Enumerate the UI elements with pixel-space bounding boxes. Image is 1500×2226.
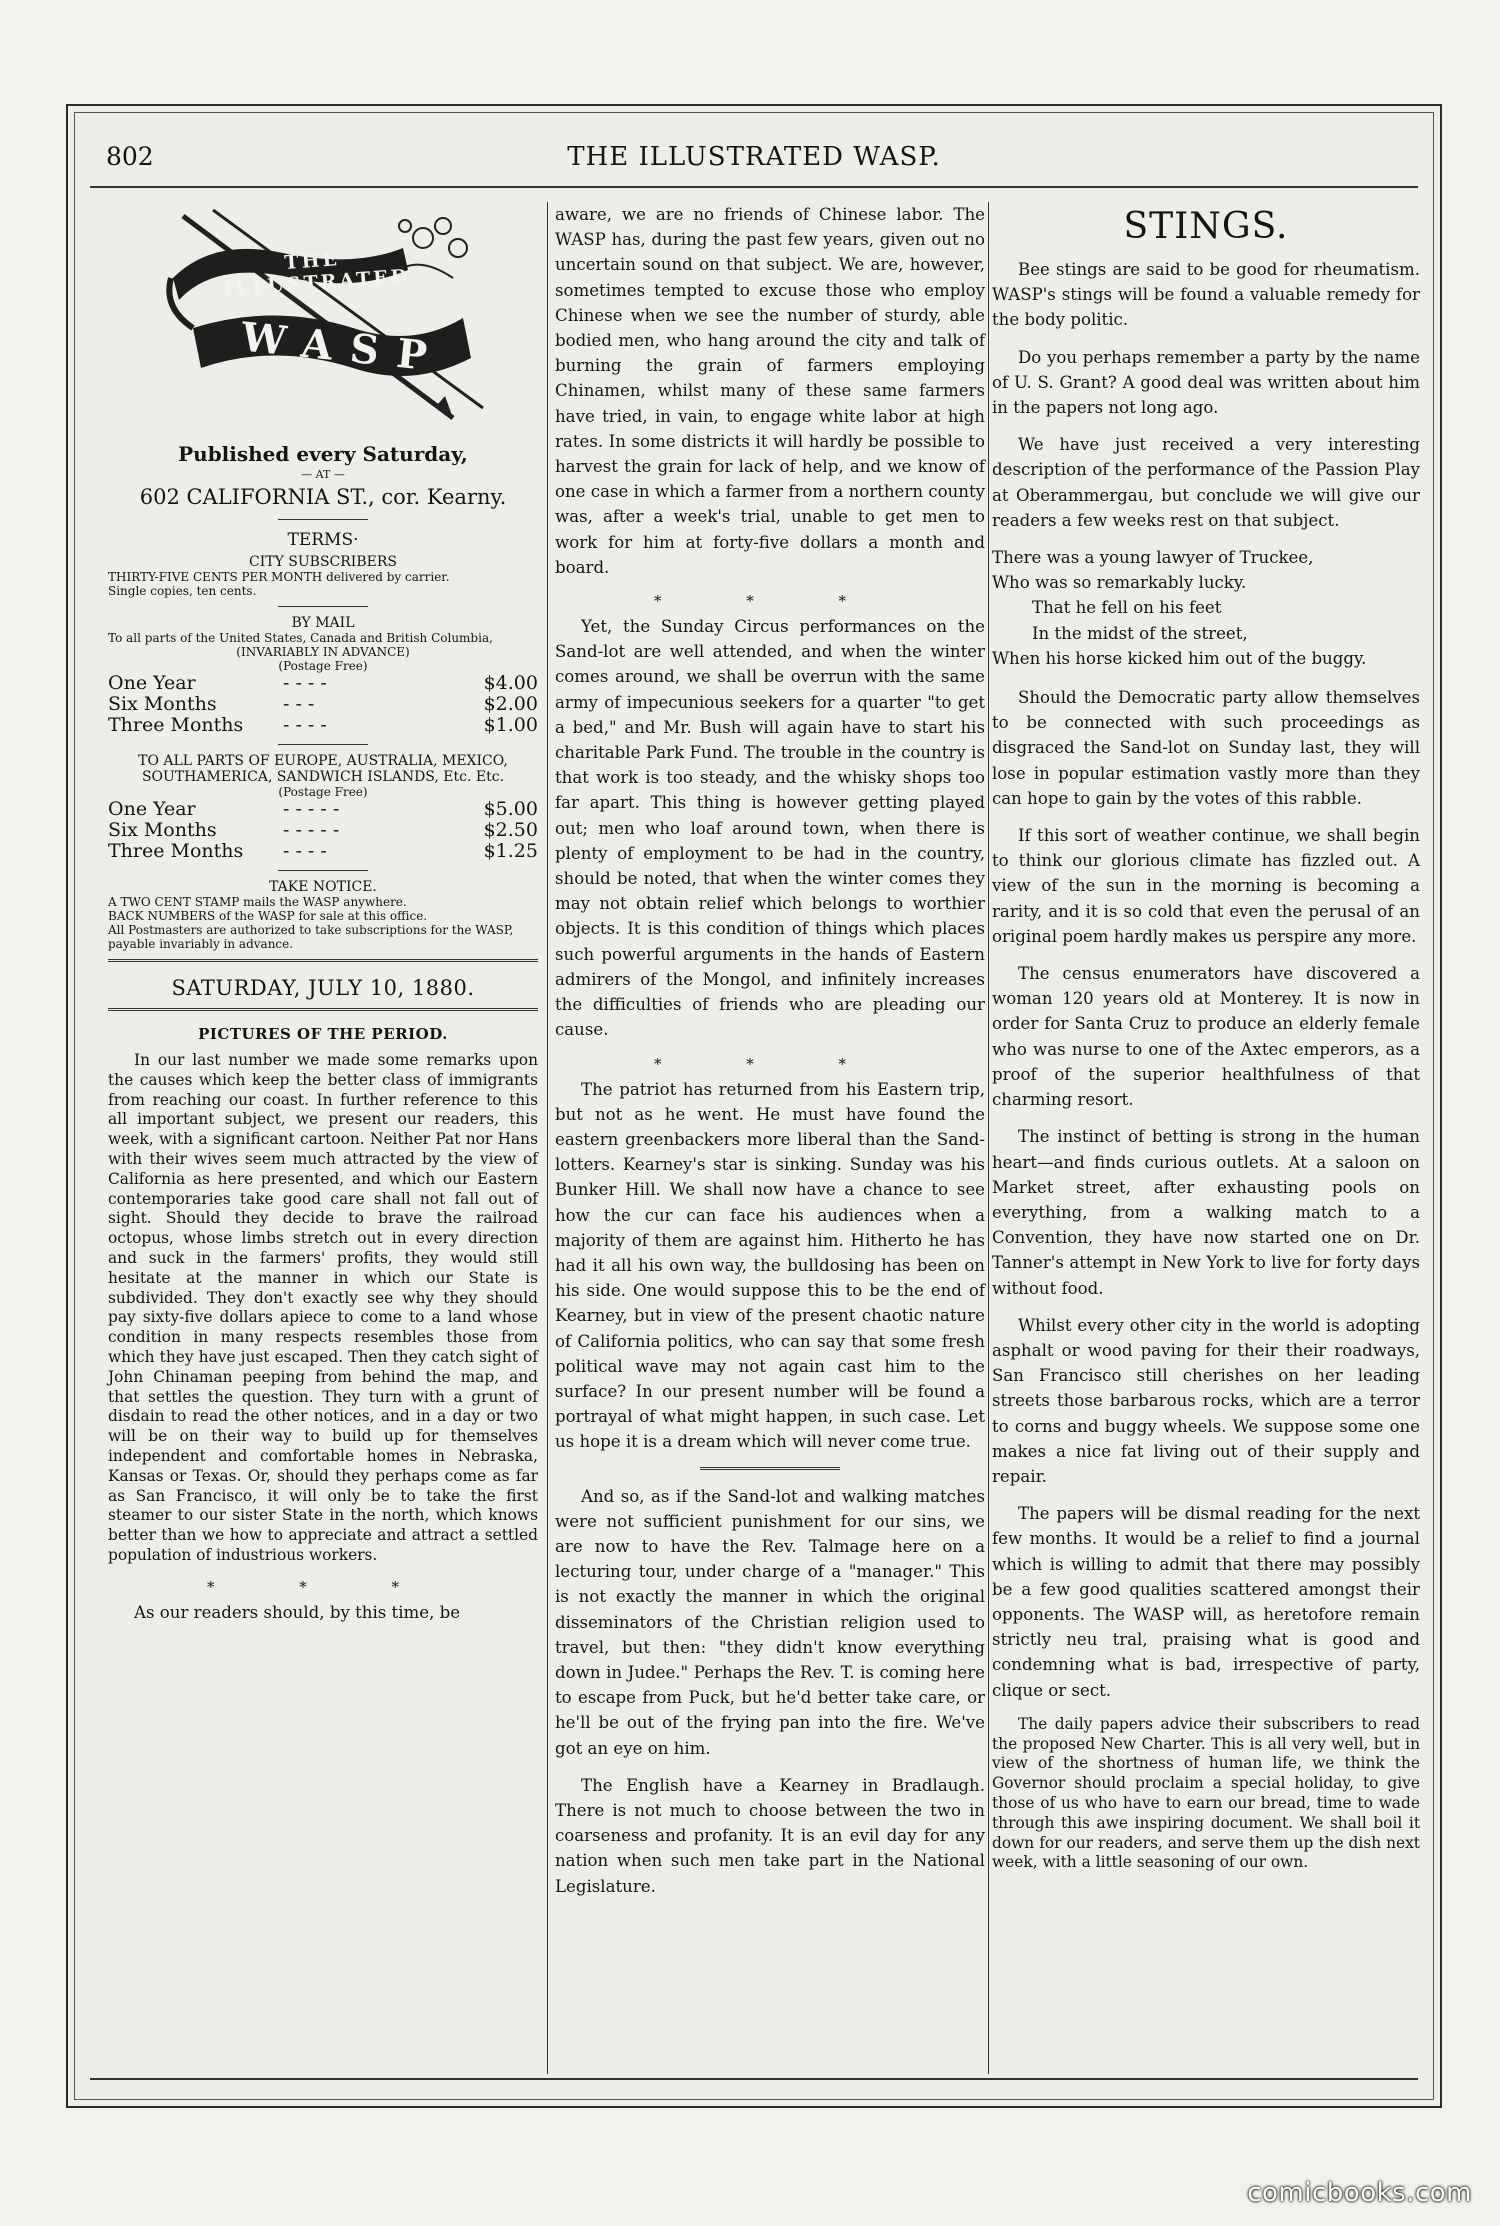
limerick: [992, 545, 1420, 671]
foreign-postage: (Postage Free): [278, 785, 368, 799]
mail-line-2: (INVARIABLY IN ADVANCE): [236, 645, 410, 659]
divider: [278, 519, 368, 520]
rate-dots: - - -: [283, 693, 315, 715]
stings-title: STINGS.: [1123, 206, 1289, 247]
divider: [108, 1008, 538, 1011]
notice-3: All Postmasters are authorized to take subscriptions for the WASP, payable invariably in advance.: [108, 923, 514, 951]
column-3: [992, 202, 1420, 1885]
logo-main-text: WASP: [238, 313, 448, 382]
rate-amount: $1.00: [483, 714, 538, 736]
article-paragraph: The English have a Kearney in Bradlaugh. There is not much to choose between the two in coarseness and profanity. It is an evil day for any nation when such men take part in the National Legislature.: [555, 1775, 985, 1896]
page-header: [68, 142, 1440, 182]
rate-amount: $1.25: [483, 840, 538, 862]
dateline: SATURDAY, JULY 10, 1880.: [171, 976, 475, 1000]
by-mail-head: BY MAIL: [291, 615, 355, 631]
rate-label: Three Months: [108, 840, 244, 862]
article-paragraph: Should the Democratic party allow themselves to be connected with such proceedings as disgraced the Sand-lot on Sunday last, they will lose in popular estimation vastly more than they can hope to gain by the votes of this rabble.: [992, 688, 1420, 808]
rate-amount: $5.00: [483, 798, 538, 820]
foreign-rates: [108, 799, 538, 862]
divider: [278, 870, 368, 871]
rate-dots: - - - -: [283, 672, 327, 694]
column-1: [108, 202, 538, 1637]
address-line: 602 CALIFORNIA ST., cor. Kearny.: [139, 485, 507, 509]
logo-top-text: THE ILLUSTRATED: [223, 248, 411, 301]
city-line-2: Single copies, ten cents.: [108, 584, 257, 598]
watermark: comicbooks.com: [1247, 2178, 1472, 2208]
at-line: — AT —: [301, 468, 345, 481]
take-notice-head: TAKE NOTICE.: [269, 879, 377, 895]
separator-stars: * * *: [653, 1054, 887, 1073]
article-paragraph: The patriot has returned from his Eastern trip, but not as he went. He must have found the eastern greenbackers more liberal than the Sand-lotters. Kearney's star is sinking. Sunday was his Bunker Hill. We shall now have a chance to see how the cur can face his audiences when a majority of them are against him. Hitherto he has had it all his own way, the bulldosing has been on his side. One would suppose this to be the end of Kearney, but in view of the present chaotic nature of California politics, who can say that some fresh political wave may not again cast him to the surface? In our present number will be found a portrayal of what might happen, in such case. Let us hope it is a dream which will never come true.: [555, 1079, 985, 1452]
newspaper-page: [66, 104, 1442, 2108]
foreign-head: TO ALL PARTS OF EUROPE, AUSTRALIA, MEXICO, SOUTHAMERICA, SANDWICH ISLANDS, Etc. Etc.: [138, 753, 508, 785]
city-line-1: THIRTY-FIVE CENTS PER MONTH delivered by carrier.: [108, 570, 450, 584]
poem-line: There was a young lawyer of Truckee,: [992, 548, 1314, 568]
rate-amount: $2.50: [483, 819, 538, 841]
bottom-rule: [90, 2078, 1418, 2080]
rate-label: Three Months: [108, 714, 244, 736]
article-paragraph: In our last number we made some remarks upon the causes which keep the better class of immigrants from reaching our coast. In further reference to this all important subject, we present our readers, this week, with a significant cartoon. Neither Pat nor Hans with their wives seem much attracted by the view of California as here presented, and which our Eastern contemporaries take good care shall not fall out of sight. Should they decide to brave the railroad octopus, whose limbs stretch out in every direction and suck in the farmers' profits, they would still hesitate at the manner in which our State is subdivided. They don't exactly see why they should pay sixty-five dollars apiece to come to a land whose condition in many respects resembles those from which they have just escaped. Then they catch sight of John Chinaman peeping from behind the map, and that settles the question. They turn with a grunt of disdain to read the other notices, and in a day or two will be on their way to build up for themselves independent and comfortable homes in Nebraska, Kansas or Texas. Or, should they perhaps come as far as San Francisco, it will only be to take the first steamer to our sister State in the north, which knows better than we how to appreciate and attract a settled population of industrious workers.: [108, 1051, 538, 1564]
rate-row: [108, 715, 538, 736]
terms-title: TERMS·: [287, 530, 359, 550]
article-paragraph: Yet, the Sunday Circus performances on the Sand-lot are well attended, and when the winter comes around, we shall be overrun with the same army of impecunious seekers for a quarter "to get a bed," and Mr. Bush will again have to start his charitable Park Fund. The trouble in the country is that work is too steady, and the whisky shops too far apart. This thing is however getting played out; men who loaf around town, when there is plenty of employment to be had in the country, should be noted, that when the winter comes they may not obtain relief which belongs to worthier objects. It is this condition of things which places such powerful arguments in the hands of Eastern admirers of the Mongol, and infinitely increases the difficulties of friends who are pleading our cause.: [555, 617, 985, 1040]
wasp-logo: [153, 208, 493, 438]
column-divider-1: [547, 202, 548, 2074]
separator-stars: * * *: [653, 592, 887, 611]
poem-line: That he fell on his feet: [1032, 598, 1222, 618]
divider: [278, 606, 368, 607]
article-paragraph: Whilst every other city in the world is adopting asphalt or wood paving for their their roadways, San Francisco still cherishes on her leading streets those barbarous rocks, which are a terror to corns and buggy wheels. We suppose some one makes a nice fat living out of their supply and repair.: [992, 1315, 1420, 1486]
rate-label: One Year: [108, 798, 196, 820]
rate-row: [108, 799, 538, 820]
poem-line: When his horse kicked him out of the buggy.: [992, 648, 1367, 668]
poem-line: In the midst of the street,: [1032, 623, 1248, 643]
page-number: 802: [106, 142, 154, 171]
divider: [700, 1467, 840, 1470]
article-paragraph: We have just received a very interesting description of the performance of the Passion Play at Oberammergau, but conclude we will give our readers a few weeks rest on that subject.: [992, 435, 1420, 530]
header-rule: [90, 186, 1418, 188]
article-paragraph: If this sort of weather continue, we shall begin to think our glorious climate has fizzled out. A view of the sun in the morning is becoming a rarity, and it is so cold that even the perusal of an original poem hardly makes us perspire any more.: [992, 826, 1420, 946]
rate-dots: - - - -: [283, 840, 327, 862]
divider: [278, 744, 368, 745]
rate-row: [108, 841, 538, 862]
rate-dots: - - - - -: [283, 819, 340, 841]
city-subscribers-head: CITY SUBSCRIBERS: [249, 554, 397, 570]
article-paragraph: aware, we are no friends of Chinese labor. The WASP has, during the past few years, given out no uncertain sound on that subject. We are, however, sometimes tempted to excuse those who employ Chinese when we see the number of sturdy, able bodied men, who hang around the city and talk of burning the grain of farmers employing Chinamen, whilst many of these same farmers have tried, in vain, to engage white labor at high rates. In some districts it will hardly be possible to harvest the grain for lack of help, and we know of one case in which a farmer from a northern county was, after a week's trial, unable to get men to work for him at forty-five dollars a month and board.: [555, 205, 985, 577]
divider: [108, 959, 538, 962]
article-paragraph: The census enumerators have discovered a woman 120 years old at Monterey. It is now in order for Santa Cruz to produce an elderly female who was nurse to one of the Axtec emperors, as a proof of the superior healthfulness of that charming resort.: [992, 964, 1420, 1110]
rate-dots: - - - - -: [283, 798, 340, 820]
section-title: PICTURES OF THE PERIOD.: [198, 1025, 448, 1043]
rate-amount: $2.00: [483, 693, 538, 715]
rate-label: Six Months: [108, 693, 217, 715]
article-paragraph: And so, as if the Sand-lot and walking matches were not sufficient punishment for our sins, we are now to have the Rev. Talmage here on a lecturing tour, under charge of a "manager." This is not exactly the manner in which the original disseminators of the Christian religion used to travel, but then: "they didn't know everything down in Judee." Perhaps the Rev. T. is coming here to escape from Puck, but he'd better take care, or he'll be out of the frying pan into the fire. We've got an eye on him.: [555, 1486, 985, 1758]
mail-line-1: To all parts of the United States, Canada and British Columbia,: [108, 631, 493, 645]
column-divider-2: [988, 202, 989, 2074]
mail-line-3: (Postage Free): [278, 659, 368, 673]
article-paragraph: The papers will be dismal reading for the next few months. It would be a relief to find a journal which is willing to admit that there may possibly be a few good qualities scattered amongst their opponents. The WASP will, as heretofore remain strictly neu tral, praising what is good and condemning what is bad, irrespective of party, clique or sect.: [992, 1504, 1420, 1700]
rate-row: [108, 820, 538, 841]
poem-line: Who was so remarkably lucky.: [992, 573, 1247, 593]
rate-label: Six Months: [108, 819, 217, 841]
domestic-rates: [108, 673, 538, 736]
separator-stars: * * *: [206, 1577, 440, 1596]
published-line: Published every Saturday,: [178, 442, 468, 466]
article-paragraph: The daily papers advice their subscribers to read the proposed New Charter. This is all very well, but in view of the shortness of human life, we think the Governor should proclaim a special holiday, to give those of us who have to earn our bread, time to wade through this awe inspiring document. We shall boil it down for our readers, and serve them up the dish next week, with a little seasoning of our own.: [992, 1714, 1420, 1872]
article-paragraph: Bee stings are said to be good for rheumatism. WASP's stings will be found a valuable remedy for the body politic.: [992, 260, 1420, 330]
notice-1: A TWO CENT STAMP mails the WASP anywhere.: [108, 895, 407, 909]
rate-row: [108, 673, 538, 694]
column-2: [555, 202, 985, 1911]
rate-amount: $4.00: [483, 672, 538, 694]
rate-label: One Year: [108, 672, 196, 694]
article-paragraph: As our readers should, by this time, be: [134, 1602, 461, 1622]
rate-row: [108, 694, 538, 715]
masthead: THE ILLUSTRATED WASP.: [567, 142, 941, 172]
article-paragraph: The instinct of betting is strong in the human heart—and finds curious outlets. At a saloon on Market street, after exhausting pools on everything, from a walking match to a Convention, they have now started one on Dr. Tanner's attempt in New York to live for forty days without food.: [992, 1127, 1420, 1298]
notice-2: BACK NUMBERS of the WASP for sale at this office.: [108, 909, 428, 923]
rate-dots: - - - -: [283, 714, 327, 736]
article-paragraph: Do you perhaps remember a party by the name of U. S. Grant? A good deal was written about him in the papers not long ago.: [992, 347, 1420, 418]
